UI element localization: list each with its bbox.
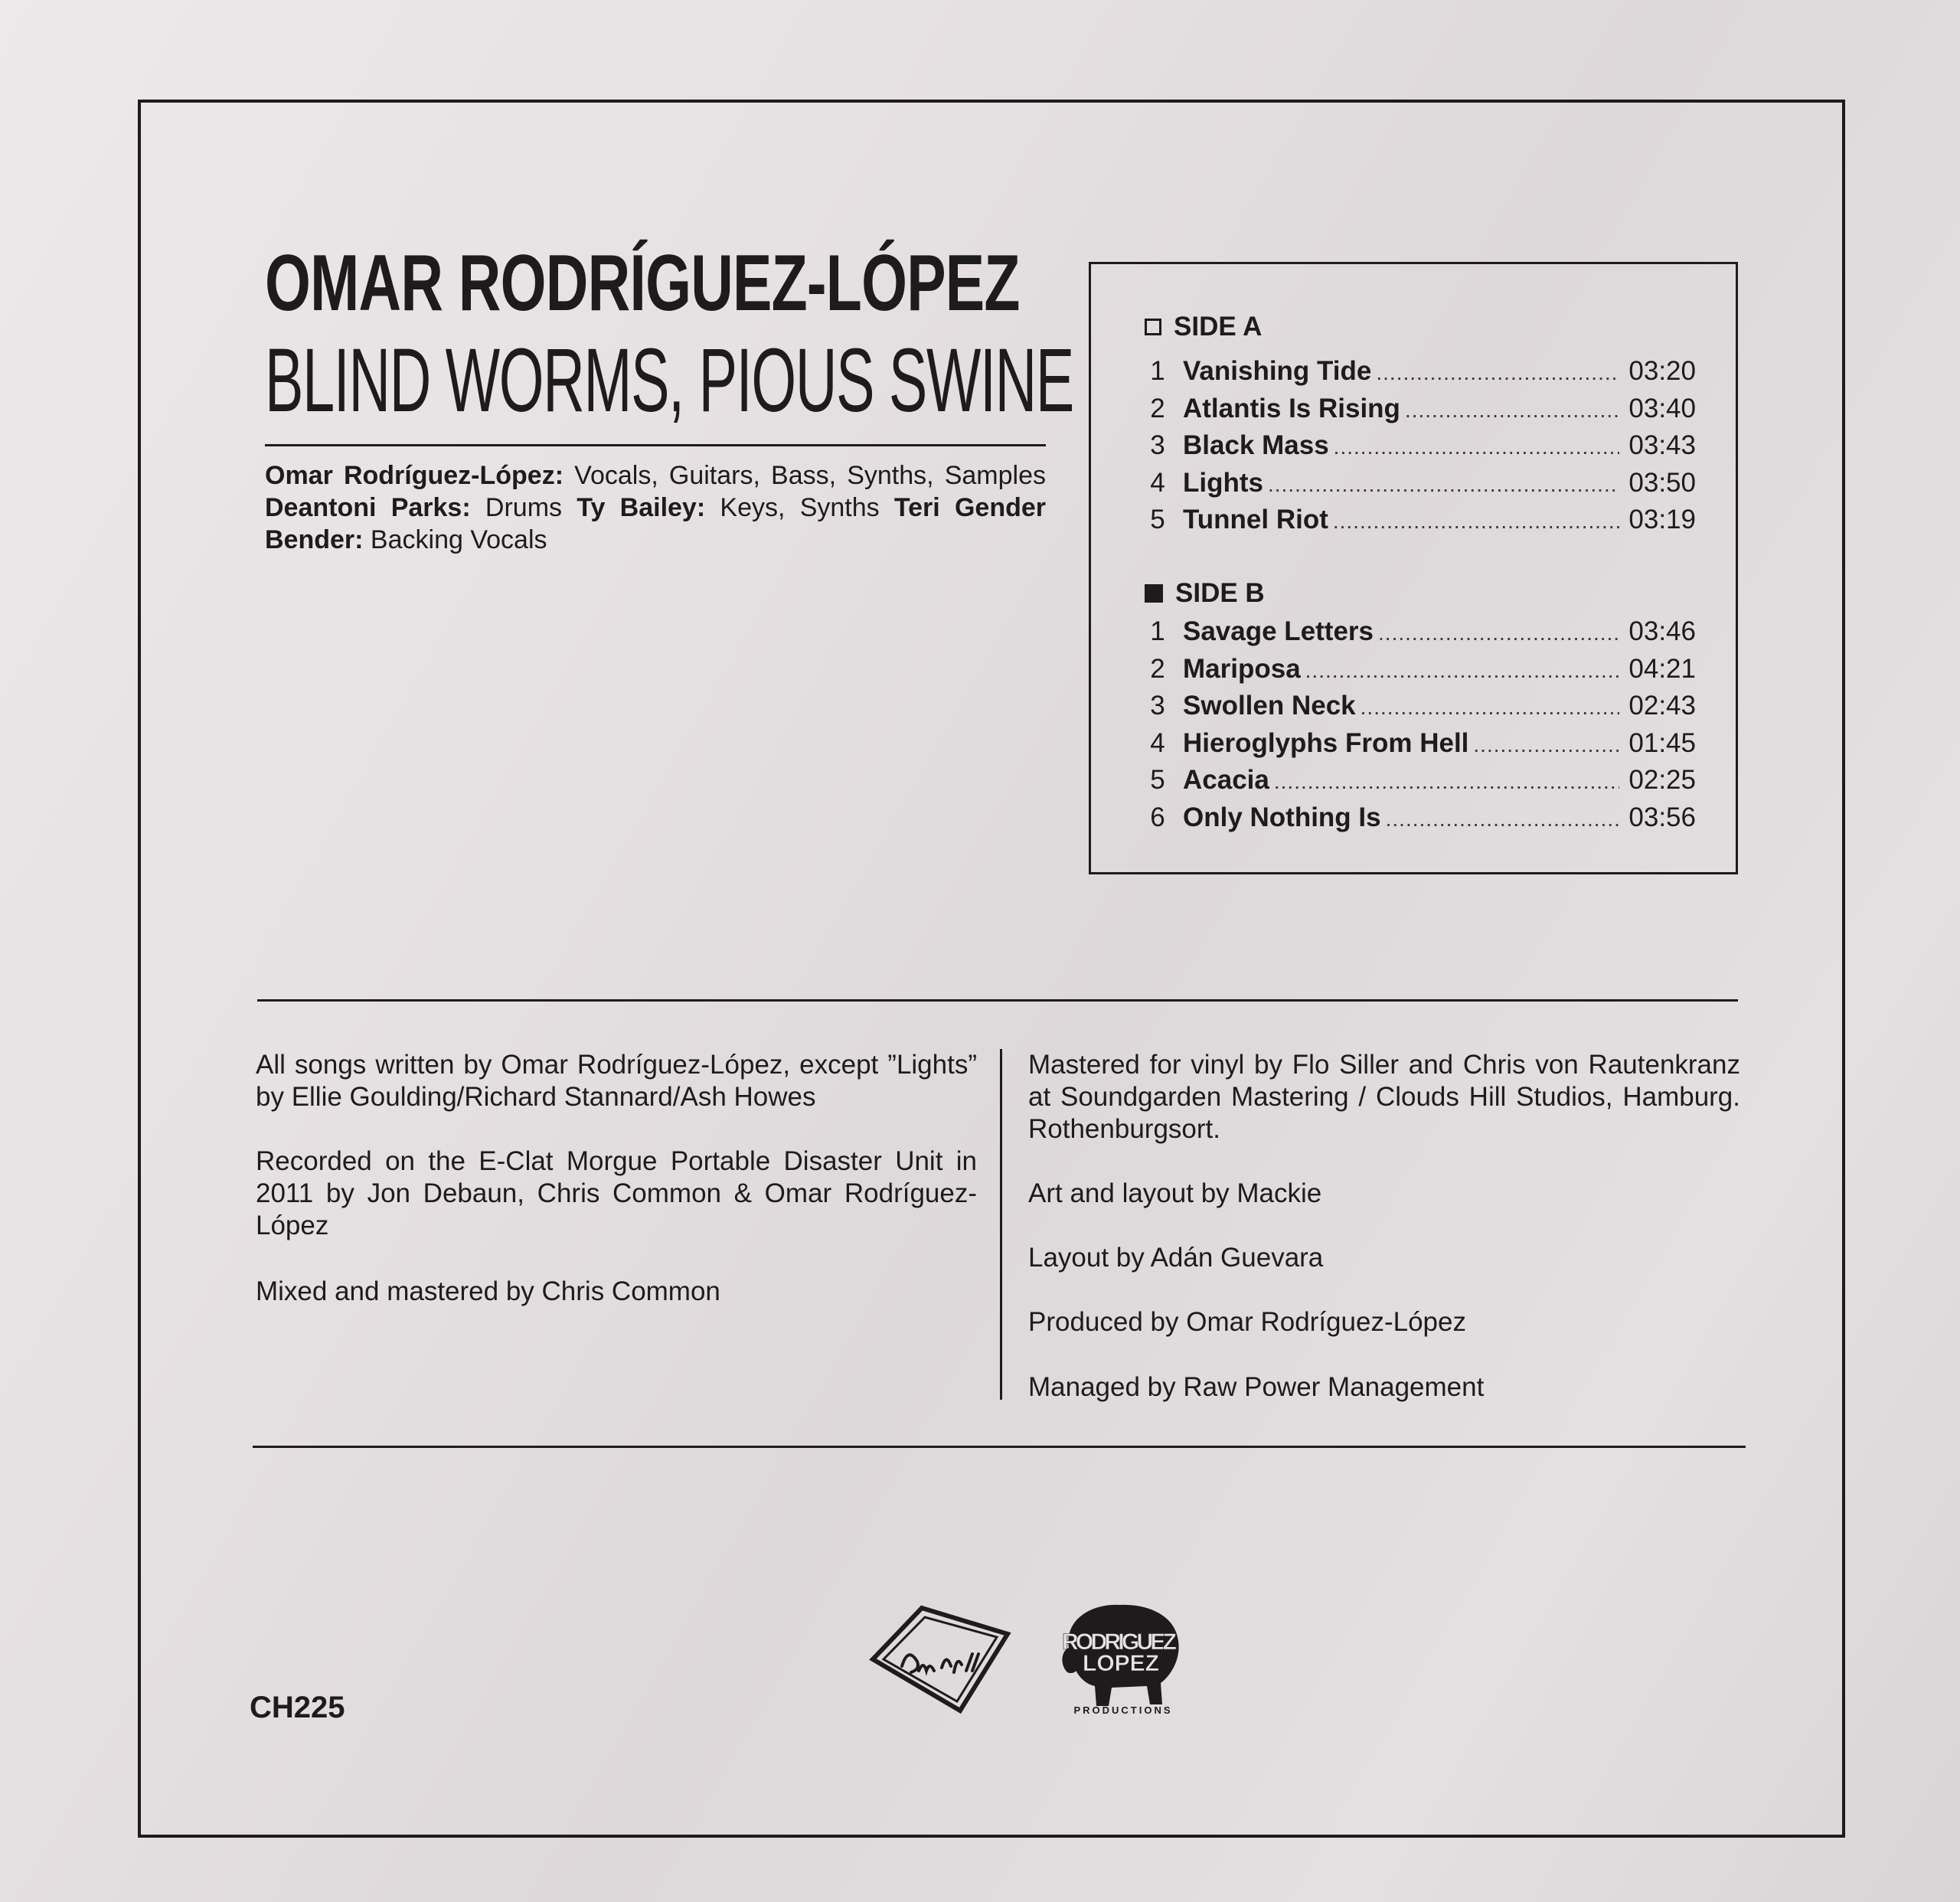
- track-row: [1140, 654, 1696, 688]
- dot-leader: [1378, 621, 1619, 645]
- note-art: Art and layout by Mackie: [1028, 1178, 1322, 1208]
- notes-column-divider: [1000, 1049, 1002, 1400]
- dot-leader: [1268, 472, 1619, 497]
- credit-role: Backing Vocals: [370, 525, 547, 554]
- credit-role: Vocals, Guitars, Bass, Synths, Samples: [574, 461, 1046, 490]
- note-songwriting: All songs written by Omar Rodríguez-López, except ”Lights” by Ellie Goulding/Richard Stannard/Ash Howes: [256, 1050, 977, 1112]
- svg-text:LOPEZ: LOPEZ: [1083, 1651, 1159, 1676]
- track-row: [1140, 505, 1696, 538]
- track-title: Mariposa: [1183, 653, 1301, 684]
- notes-bottom-divider: [253, 1446, 1746, 1448]
- track-row: [1140, 356, 1696, 390]
- track-title: Atlantis Is Rising: [1183, 393, 1400, 423]
- credit-role: Keys, Synths: [720, 493, 880, 522]
- track-duration: 01:45: [1628, 727, 1696, 758]
- track-title: Hieroglyphs From Hell: [1183, 727, 1469, 758]
- album-title: BLIND WORMS, PIOUS SWINE: [265, 330, 1074, 431]
- note-layout: Layout by Adán Guevara: [1028, 1243, 1324, 1273]
- tracklist-box: [1089, 262, 1738, 874]
- track-duration: 03:46: [1628, 616, 1696, 646]
- track-duration: 03:56: [1628, 802, 1696, 832]
- track-title: Lights: [1183, 467, 1263, 498]
- credit-name: Ty Bailey:: [577, 493, 706, 522]
- note-mastering: Mastered for vinyl by Flo Siller and Chris von Rautenkranz at Soundgarden Mastering / Clouds Hill Studios, Hamburg. Rothenburgsort.: [1028, 1050, 1740, 1144]
- track-row: [1140, 765, 1696, 799]
- dot-leader: [1361, 695, 1620, 720]
- note-recording: Recorded on the E-Clat Morgue Portable Disaster Unit in 2011 by Jon Debaun, Chris Common & Omar Rodríguez-López: [256, 1146, 977, 1240]
- track-duration: 03:43: [1628, 430, 1696, 460]
- track-row: [1140, 691, 1696, 724]
- title-divider: [265, 444, 1046, 446]
- catalog-number: CH225: [250, 1691, 345, 1724]
- track-number: 4: [1150, 727, 1165, 758]
- credit-name: Teri Gender Bender:: [265, 493, 1046, 554]
- artist-name: OMAR RODRÍGUEZ-LÓPEZ: [265, 239, 1020, 328]
- credit-name: Deantoni Parks:: [265, 493, 471, 522]
- track-title: Swollen Neck: [1183, 691, 1356, 721]
- track-duration: 02:43: [1628, 691, 1696, 721]
- track-row: [1140, 430, 1696, 464]
- track-number: 1: [1150, 616, 1165, 646]
- note-mixing: Mixed and mastered by Chris Common: [256, 1276, 720, 1306]
- track-row: [1140, 802, 1696, 836]
- svg-text:PRODUCTIONS: PRODUCTIONS: [1073, 1704, 1173, 1716]
- svg-text:RODRIGUEZ: RODRIGUEZ: [1062, 1629, 1177, 1655]
- track-title: Only Nothing Is: [1183, 802, 1381, 832]
- track-number: 2: [1150, 653, 1165, 684]
- dot-leader: [1386, 807, 1620, 832]
- track-duration: 04:21: [1628, 653, 1696, 684]
- track-row: [1140, 394, 1696, 427]
- track-duration: 03:19: [1628, 505, 1696, 534]
- clouds-hill-logo-icon: [868, 1603, 1012, 1715]
- track-number: 1: [1150, 356, 1165, 386]
- side-a-label: SIDE A: [1174, 312, 1263, 342]
- track-title: Black Mass: [1183, 430, 1329, 460]
- musician-credits: [265, 459, 1046, 556]
- track-number: 6: [1150, 802, 1165, 832]
- track-number: 5: [1150, 505, 1165, 534]
- track-title: Vanishing Tide: [1183, 356, 1372, 386]
- side-a-heading: [1145, 312, 1262, 342]
- dot-leader: [1274, 770, 1620, 794]
- bison-logo-icon: [1058, 1594, 1188, 1717]
- dot-leader: [1334, 435, 1620, 459]
- note-producer: Produced by Omar Rodríguez-López: [1028, 1307, 1466, 1337]
- track-row: [1140, 728, 1696, 762]
- track-row: [1140, 468, 1696, 502]
- track-duration: 03:40: [1628, 393, 1696, 423]
- filled-square-icon: [1145, 584, 1163, 603]
- dot-leader: [1333, 509, 1620, 534]
- track-number: 4: [1150, 467, 1165, 498]
- track-title: Acacia: [1183, 765, 1269, 795]
- dot-leader: [1376, 361, 1619, 385]
- track-title: Tunnel Riot: [1183, 505, 1328, 534]
- track-duration: 03:20: [1628, 356, 1696, 386]
- dot-leader: [1473, 733, 1619, 757]
- track-row: [1140, 616, 1696, 650]
- dot-leader: [1305, 659, 1620, 683]
- track-number: 3: [1150, 691, 1165, 721]
- track-duration: 03:50: [1628, 467, 1696, 498]
- dot-leader: [1405, 398, 1619, 423]
- side-b-label: SIDE B: [1175, 578, 1265, 608]
- credit-role: Drums: [485, 493, 563, 522]
- track-number: 3: [1150, 430, 1165, 460]
- track-duration: 02:25: [1628, 765, 1696, 795]
- track-number: 5: [1150, 765, 1165, 795]
- empty-square-icon: [1145, 319, 1161, 335]
- credit-name: Omar Rodríguez-López:: [265, 461, 564, 490]
- notes-top-divider: [257, 999, 1738, 1002]
- track-number: 2: [1150, 393, 1165, 423]
- note-management: Managed by Raw Power Management: [1028, 1372, 1485, 1402]
- track-title: Savage Letters: [1183, 616, 1374, 646]
- side-b-heading: [1145, 578, 1265, 609]
